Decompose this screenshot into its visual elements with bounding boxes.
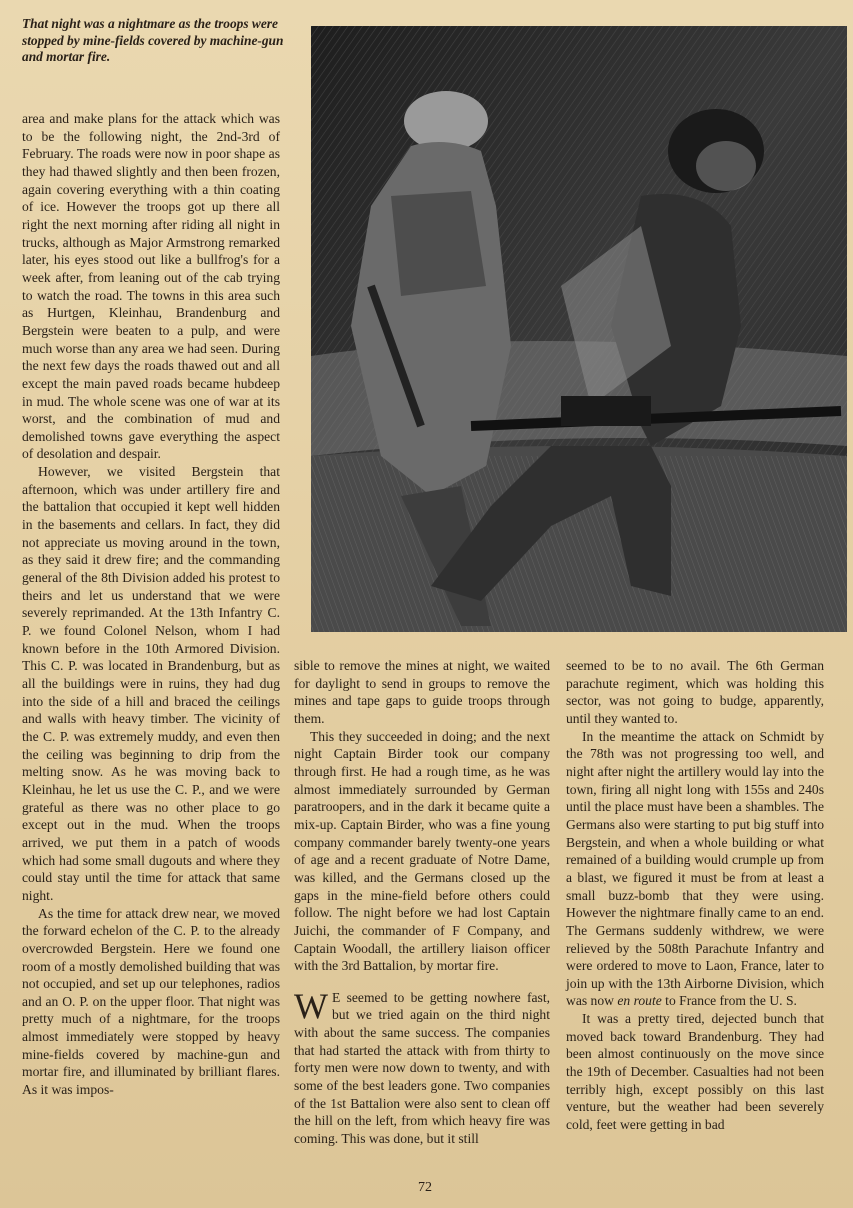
column1-paragraph-1: area and make plans for the attack which was to be the following night, the 2nd-3rd of February. The roads were now in poor shape as they had thawed slightly and then been frozen, again covering everything with a thin coating of ice. However the troops got up there all right the next morning after riding all night in trucks, although as Major Armstrong remarked later, his eyes stood out like a bullfrog's for a week after, from leaning out of the cab trying to watch the road. The towns in this area such as Hurtgen, Kleinhau, Brandenburg and Bergstein were beaten to a pulp, and were much worse than any area we had seen. During the next few days the roads thawed out and all except the main paved roads became hubdeep in mud. The whole scene was one of war at its worst, and the combination of mud and demolished towns gave everything the aspect of desolation and despair. — [22, 111, 280, 462]
column2-paragraph-3-text: E seemed to be getting nowhere fast, but we tried again on the third night with about the same success. The companies that had started the attack with from thirty to forty men were now down to twenty, and with some of the best leaders gone. Two companies of the 1st Battalion were also sent to clean off the hill on the left, from which heavy fire was coming. This was done, but it still — [294, 989, 550, 1147]
column3-paragraph-2-text: In the meantime the attack on Schmidt by the 78th was not progressing too well, and night after night the artillery would lay into the town, firing all night long with 155s and 240s until the place must have been a shambles. The Germans also were starting to put big stuff into Bergstein, and when a whole building or what remained of a building would crumple up from a blast, we figured it must be from at least a small buzz-bomb that they were using. However the nightmare finally came to an end. The Germans suddenly withdrew, we were relieved by the 508th Parachute Infantry and were ordered to move to Laon, France, later to join up with the 13th Airborne Division, which was now — [566, 728, 824, 1009]
column3-paragraph-3: It was a pretty tired, dejected bunch that moved back toward Brandenburg. They had been almost continuously on the move since the 19th of December. Casualties had not been terribly high, except possibly on this last venture, but the weather had been severely cold, feet were getting in bad — [566, 1011, 824, 1133]
column1-paragraph-2: However, we visited Bergstein that afternoon, which was under artillery fire and the battalion that occupied it kept well hidden in the basements and cellars. In fact, they did not appreciate us moving around in the town, as they said it drew fire; and the commanding general of the 8th Division added his protest to theirs and let us understand that we were severely reprimanded. At the 13th Infantry C. P. we found Colonel Nelson, whom I had known before in the 10th Armored Division. This C. P. was located in Brandenburg, but as all the buildings were in ruins, they had dug into the side of a hill and braced the ceilings and walls with heavy timber. The vicinity of the C. P. was extremely muddy, and even then the ceiling was beginning to drip from the melting snow. As he was moving back to Kleinhau, he let us use the C. P., and we were grateful as there was no other place to go except out in the mud. When the troops arrived, we put them in a patch of woods which had some small dugouts and where they could stay until the time for attack that same night. — [22, 464, 280, 903]
column3-paragraph-2-end: to France from the U. S. — [661, 993, 797, 1009]
column1-paragraph-3: As the time for attack drew near, we moved the forward echelon of the C. P. to the already overcrowded Bergstein. Here we found one room of a mostly demolished building that was not occupied, and set up our telephones, radios and an O. P. on the upper floor. That night was pretty much of a nightmare, for the troops almost immediately were stopped by heavy mine-fields covered by machine-gun and mortar fire, and illuminated by brilliant flares. As it was impos- — [22, 905, 280, 1098]
page-number: 72 — [418, 1180, 432, 1195]
illustration-caption: That night was a nightmare as the troops were stopped by mine-fields covered by machine-gun and mortar fire. — [22, 16, 284, 64]
column3-paragraph-1: seemed to be to no avail. The 6th German parachute regiment, which was holding this sector, was not going to budge, apparently, until they wanted to. — [566, 658, 824, 726]
section-spacer — [294, 975, 550, 989]
soldiers-illustration — [311, 26, 847, 632]
column2-paragraph-1: sible to remove the mines at night, we waited for daylight to send in groups to remove the mines and tape gaps to guide troops through them. — [294, 658, 550, 726]
column3-paragraph-2 — [566, 728, 824, 1011]
text-column-2 — [294, 657, 550, 1148]
soldiers-drawing — [311, 26, 847, 632]
column3-italic-phrase: en route — [617, 993, 662, 1009]
column2-paragraph-3 — [294, 985, 550, 1148]
column2-paragraph-2: This they succeeded in doing; and the next night Captain Birder took our company through first. He had a rough time, as he was almost immediately surrounded by German paratroopers, and in the dark it became quite a mix-up. Captain Birder, who was a fine young company commander barely twenty-one years of age and a recent graduate of Notre Dame, was killed, and the Germans closed up the gaps in the mine-field before others could follow. The night before we had lost Captain Juichi, the commander of F Company, and Captain Woodall, the artillery liaison officer with the 3rd Battalion, by mortar fire. — [294, 728, 550, 974]
text-column-3 — [566, 657, 824, 1134]
text-column-1 — [22, 110, 280, 1099]
drop-cap: W — [294, 985, 328, 1026]
